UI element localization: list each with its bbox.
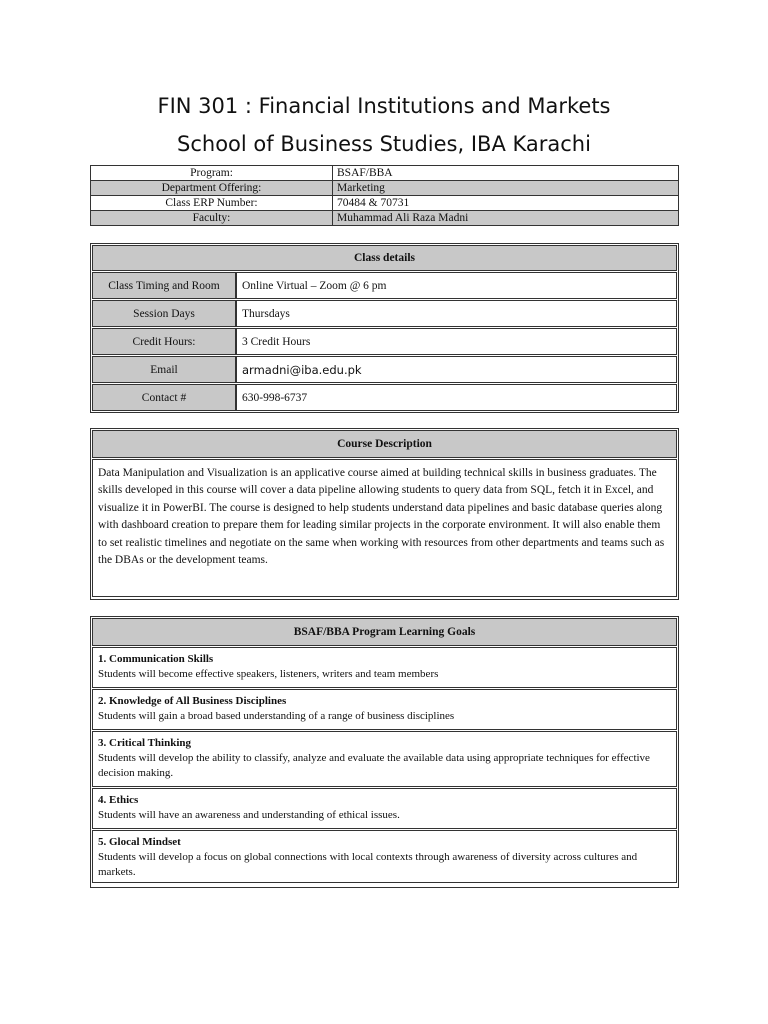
details-label: Email (92, 356, 236, 383)
info-row-program (91, 166, 679, 181)
details-row-email (92, 356, 677, 383)
details-row-contact (92, 384, 677, 411)
info-value: BSAF/BBA (333, 166, 679, 181)
course-info-table (90, 165, 679, 226)
details-value: Online Virtual – Zoom @ 6 pm (236, 272, 677, 299)
goal-title: 2. Knowledge of All Business Disciplines (98, 695, 287, 707)
goal-title: 1. Communication Skills (98, 653, 214, 665)
goal-title: 5. Glocal Mindset (98, 836, 181, 848)
goal-text: Students will gain a broad based understanding of a range of business disciplines (98, 710, 455, 722)
details-value: Thursdays (236, 300, 677, 327)
learning-goal-item (92, 689, 677, 730)
details-value: 3 Credit Hours (236, 328, 677, 355)
details-label: Session Days (92, 300, 236, 327)
details-label: Contact # (92, 384, 236, 411)
info-row-faculty (91, 211, 679, 226)
info-label: Program: (91, 166, 333, 181)
info-row-erp (91, 196, 679, 211)
course-description-section (90, 428, 679, 600)
info-label: Department Offering: (91, 181, 333, 196)
details-row-days (92, 300, 677, 327)
learning-goal-item (92, 788, 677, 829)
info-value: 70484 & 70731 (333, 196, 679, 211)
goal-text: Students will develop the ability to classify, analyze and evaluate the available data using appropriate techniques for effective decision making. (98, 752, 650, 779)
details-label: Class Timing and Room (92, 272, 236, 299)
learning-goal-item (92, 647, 677, 688)
course-description-text: Data Manipulation and Visualization is an applicative course aimed at building technical skills in business graduates. The skills developed in this course will cover a data pipeline allowing students to query data from SQL, fetch it in Excel, and visualize it in PowerBI. The course is designed to help students understand data pipelines and basic database queries along with dashboard creation to prepare them for leading similar projects in the corporate environment. It will also enable them to set realistic timelines and negotiate on the same when working with resources from other departments and teams such as the DBAs or the development teams. (92, 459, 677, 597)
goal-text: Students will have an awareness and understanding of ethical issues. (98, 809, 400, 821)
email-link[interactable]: armadni@iba.edu.pk (236, 356, 677, 383)
details-label: Credit Hours: (92, 328, 236, 355)
learning-goal-item (92, 731, 677, 787)
learning-goals-heading: BSAF/BBA Program Learning Goals (92, 618, 677, 646)
course-description-heading: Course Description (92, 430, 677, 458)
goal-title: 4. Ethics (98, 794, 139, 806)
info-label: Faculty: (91, 211, 333, 226)
class-details-table (90, 243, 679, 413)
info-value: Muhammad Ali Raza Madni (333, 211, 679, 226)
details-row-timing (92, 272, 677, 299)
goal-text: Students will become effective speakers, listeners, writers and team members (98, 668, 439, 680)
details-row-credits (92, 328, 677, 355)
details-value: 630-998-6737 (236, 384, 677, 411)
learning-goal-item (92, 830, 677, 883)
info-row-department (91, 181, 679, 196)
class-details-heading: Class details (92, 245, 677, 271)
goal-text: Students will develop a focus on global connections with local contexts through awareness of diversity across cultures and markets. (98, 851, 638, 878)
learning-goals-section (90, 616, 679, 888)
info-value: Marketing (333, 181, 679, 196)
goal-title: 3. Critical Thinking (98, 737, 192, 749)
page-title: FIN 301 : Financial Institutions and Markets (157, 94, 611, 118)
page-subtitle: School of Business Studies, IBA Karachi (177, 132, 591, 156)
info-label: Class ERP Number: (91, 196, 333, 211)
